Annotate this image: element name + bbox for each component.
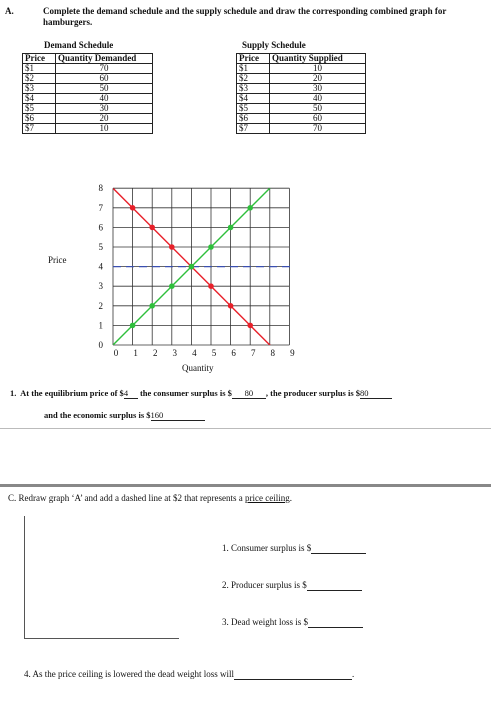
dwl-question-text: 3. Dead weight loss is $ [222,617,308,627]
table-row [23,104,153,114]
dwl-answer-blank[interactable] [308,617,363,628]
y-tick-label: 7 [98,202,103,213]
section-c-text: C. Redraw graph ‘A’ and add a dashed line at $2 that represents a [8,493,246,503]
price-cell: $2 [237,74,270,84]
demand-point [228,303,234,309]
price-cell: $3 [23,84,56,94]
qty-cell: 60 [270,114,366,124]
q4-answer-blank[interactable] [234,669,355,680]
x-tick-label: 0 [113,348,119,358]
qty-cell: 20 [56,114,153,124]
price-cell: $7 [237,124,270,134]
table-row [237,94,366,104]
table-row [237,124,366,134]
supply-point [189,264,195,270]
qty-cell: 40 [56,94,153,104]
instructions-line-1: Complete the demand schedule and the supply schedule and draw the corresponding combined graph for [43,6,447,16]
price-cell: $2 [23,74,56,84]
section-c-period: . [289,493,292,503]
question-1 [10,388,392,399]
qty-cell: 30 [56,104,153,114]
demand-point [130,205,136,211]
x-tick-label: 7 [250,348,256,358]
price-cell: $4 [237,94,270,104]
consumer-surplus-question [222,543,366,554]
y-tick-label: 6 [98,222,103,233]
table-row [237,84,366,94]
y-tick-label: 8 [98,183,103,194]
consumer-surplus-answer[interactable]: 80 [232,388,266,399]
demand-header-row [23,54,153,64]
supply-point [149,303,155,309]
supply-schedule-table [236,53,366,134]
qty-cell: 70 [270,124,366,134]
demand-col-price: Price [23,54,56,64]
x-tick-label: 9 [290,348,295,358]
supply-schedule-title: Supply Schedule [242,40,306,50]
q1-text-d: and the economic surplus is $ [44,410,151,420]
qty-cell: 70 [56,64,153,74]
price-cell: $7 [23,124,56,134]
supply-point [228,225,234,231]
demand-point [208,283,214,289]
question-1-cont [44,410,205,421]
x-tick-label: 6 [231,348,236,358]
price-cell: $1 [23,64,56,74]
section-c-prompt [8,493,292,503]
demand-point [169,244,175,250]
y-axis-label: Price [48,255,67,265]
question-4 [24,669,354,680]
table-row [237,74,366,84]
graph-y-axis [24,516,25,638]
price-cell: $3 [237,84,270,94]
deadweight-loss-question [222,617,363,628]
price-cell: $6 [237,114,270,124]
table-row [237,114,366,124]
y-tick-label: 5 [98,242,103,252]
y-tick-label: 1 [98,320,103,331]
y-tick-label: 3 [98,281,103,292]
table-row [237,64,366,74]
x-tick-label: 3 [172,348,178,358]
demand-schedule-table [22,53,153,134]
y-tick-label: 2 [98,300,103,311]
demand-point [247,323,253,329]
y-tick-label: 4 [98,261,103,272]
qty-cell: 30 [270,84,366,94]
equilibrium-price-answer[interactable]: 4 [124,388,138,399]
q4-text: 4. As the price ceiling is lowered the dead weight loss will [24,669,234,679]
divider-line [0,428,491,429]
table-row [23,64,153,74]
x-tick-label: 8 [270,348,276,358]
q1-number: 1. [10,388,17,398]
qty-cell: 50 [270,104,366,114]
ps-question-text: 2. Producer surplus is $ [222,580,307,590]
instructions-line-2: hamburgers. [43,17,93,27]
price-cell: $4 [23,94,56,104]
graph-x-axis [24,638,179,639]
producer-surplus-question [222,580,362,591]
qty-cell: 10 [270,64,366,74]
demand-schedule-title: Demand Schedule [44,40,114,50]
qty-cell: 60 [56,74,153,84]
ps-answer-blank[interactable] [307,580,362,591]
supply-point [208,244,214,250]
q1-text-a: At the equilibrium price of $ [20,388,124,398]
x-tick-label: 2 [152,348,158,358]
supply-point [169,283,175,289]
table-row [23,114,153,124]
qty-cell: 20 [270,74,366,84]
x-axis-label: Quantity [182,363,214,373]
x-tick-label: 4 [192,348,197,358]
cs-answer-blank[interactable] [311,543,366,554]
x-tick-label: 5 [211,348,217,358]
qty-cell: 50 [56,84,153,94]
price-cell: $5 [237,104,270,114]
q1-text-c: , the producer surplus is $ [265,388,361,398]
table-row [23,74,153,84]
table-row [237,104,366,114]
supply-point [247,205,253,211]
demand-col-qty: Quantity Demanded [56,54,153,64]
table-row [23,124,153,134]
supply-col-price: Price [237,54,270,64]
qty-cell: 10 [56,124,153,134]
table-row [23,84,153,94]
demand-point [149,225,155,231]
supply-curve [113,175,289,345]
supply-point [130,323,136,329]
q4-period: . [351,669,355,679]
price-cell: $1 [237,64,270,74]
section-separator [0,484,491,487]
producer-surplus-answer[interactable]: 80 [360,388,392,399]
demand-curve [113,188,289,364]
x-tick-label: 1 [133,348,138,358]
qty-cell: 40 [270,94,366,104]
price-ceiling-term: price ceiling [245,493,290,503]
price-cell: $6 [23,114,56,124]
price-cell: $5 [23,104,56,114]
cs-question-text: 1. Consumer surplus is $ [222,543,312,553]
table-row [23,94,153,104]
section-letter: A. [5,6,14,16]
q1-text-b: the consumer surplus is $ [139,388,232,398]
supply-demand-chart [90,175,305,365]
supply-header-row [237,54,366,64]
y-tick-label: 0 [98,340,103,350]
supply-col-qty: Quantity Supplied [270,54,366,64]
instructions [43,6,483,28]
economic-surplus-answer[interactable]: 160 [151,410,205,421]
